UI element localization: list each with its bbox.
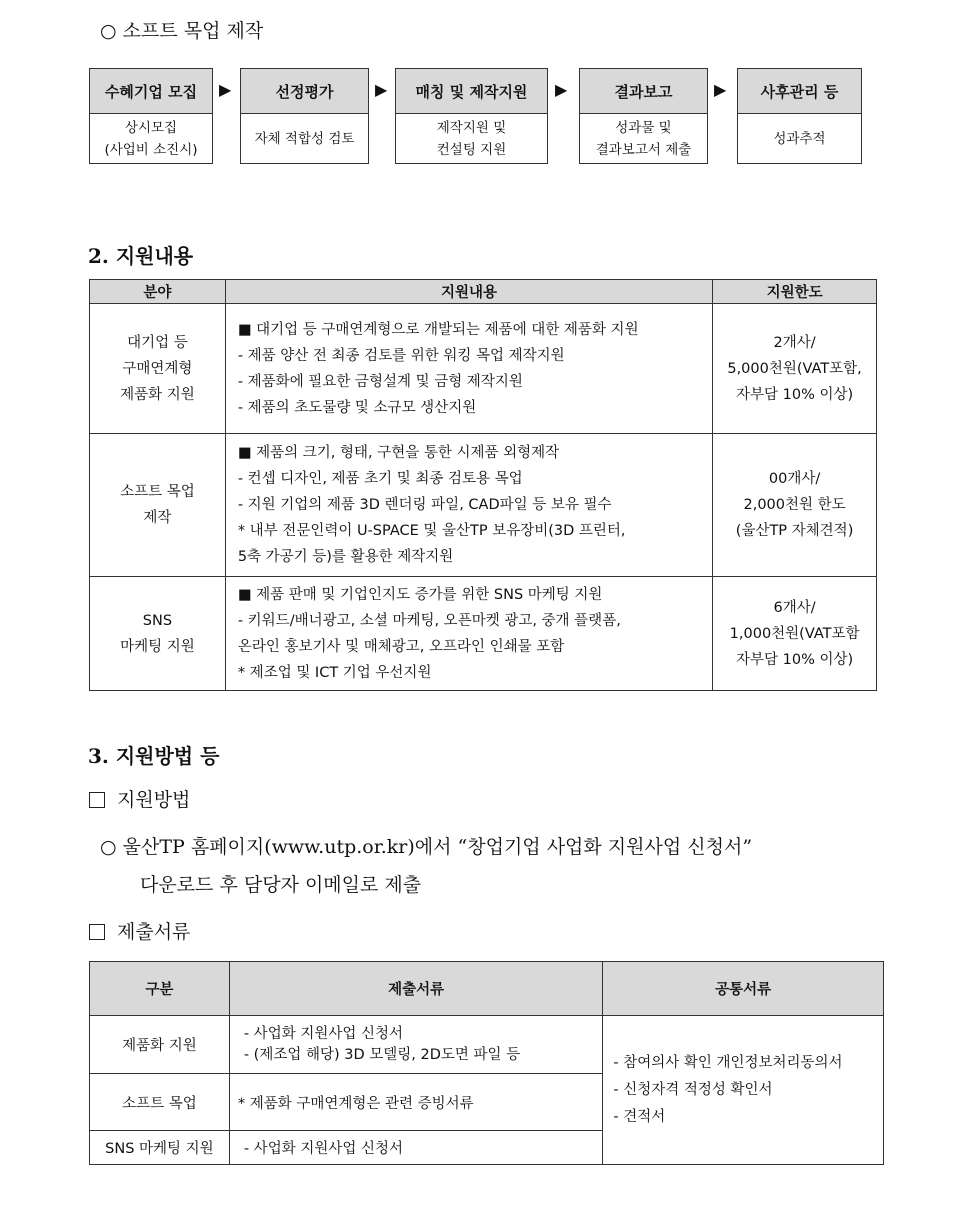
row-content — [225, 304, 712, 434]
row-field: 소프트 목업 제작 — [90, 434, 226, 577]
row-field: 대기업 등 구매연계형 제품화 지원 — [90, 304, 226, 434]
flow-step-followup — [737, 68, 862, 164]
row-limit: 00개사/ 2,000천원 한도 (울산TP 자체견적) — [713, 434, 877, 577]
content-item: * 제조업 및 ICT 기업 우선지원 — [237, 664, 432, 681]
flow-step-report — [579, 68, 708, 164]
row-category: 소프트 목업 — [90, 1074, 230, 1131]
row-category: SNS 마케팅 지원 — [90, 1131, 230, 1165]
content-item: - 제품화에 필요한 금형설계 및 금형 제작지원 — [237, 373, 523, 390]
submit-docs-cell: - 사업화 지원사업 신청서 — [229, 1131, 603, 1165]
table-header-row — [90, 962, 884, 1016]
content-item: ■ 대기업 등 구매연계형으로 개발되는 제품에 대한 제품화 지원 — [237, 321, 639, 338]
flow-step-head: 사후관리 등 — [738, 69, 861, 114]
flow-step-body: 자체 적합성 검토 — [254, 131, 355, 147]
submit-docs-cell: - 사업화 지원사업 신청서 - (제조업 해당) 3D 모델링, 2D도면 파일 등 — [229, 1016, 603, 1074]
section-3-title: 3. 지원방법 등 — [88, 744, 220, 768]
flow-step-head: 수혜기업 모집 — [90, 69, 212, 114]
row-limit: 6개사/ 1,000천원(VAT포함 자부담 10% 이상) — [713, 577, 877, 691]
docs-heading — [89, 917, 190, 944]
content-item: ■ 제품 판매 및 기업인지도 증가를 위한 SNS 마케팅 지원 — [237, 586, 603, 603]
content-item: - 제품 양산 전 최종 검토를 위한 워킹 목업 제작지원 — [237, 347, 565, 364]
table-row — [90, 1016, 884, 1074]
content-item: * 내부 전문인력이 U-SPACE 및 울산TP 보유장비(3D 프린터, 5축 가공기 등)를 활용한 제작지원 — [237, 523, 626, 565]
header-submit-docs: 제출서류 — [229, 962, 603, 1016]
software-mockup-header: ○ 소프트 목업 제작 — [100, 20, 264, 42]
support-content-table — [89, 279, 877, 691]
docs-label: 제출서류 — [117, 921, 191, 943]
row-field: SNS 마케팅 지원 — [90, 577, 226, 691]
section-2-title: 2. 지원내용 — [88, 244, 194, 268]
flow-step-matching — [395, 68, 548, 164]
table-row — [90, 304, 877, 434]
method-text-2: 다운로드 후 담당자 이메일로 제출 — [140, 874, 422, 896]
content-item: ■ 제품의 크기, 형태, 구현을 통한 시제품 외형제작 — [237, 445, 560, 461]
common-docs-cell: - 참여의사 확인 개인정보처리동의서 - 신청자격 적정성 확인서 - 견적서 — [603, 1016, 884, 1165]
flow-arrow-icon: ▶ — [555, 80, 568, 99]
flow-arrow-icon: ▶ — [375, 80, 388, 99]
flow-arrow-icon: ▶ — [714, 80, 727, 99]
flow-step-body: 성과물 및 결과보고서 제출 — [595, 120, 692, 158]
row-content — [225, 577, 712, 691]
method-heading — [89, 785, 190, 812]
header-content: 지원내용 — [225, 280, 712, 304]
header-field: 분야 — [90, 280, 226, 304]
flow-step-body: 상시모집 (사업비 소진시) — [104, 120, 198, 158]
flow-step-body: 성과추적 — [773, 131, 826, 147]
header-limit: 지원한도 — [713, 280, 877, 304]
header-category: 구분 — [90, 962, 230, 1016]
method-label: 지원방법 — [117, 789, 191, 811]
content-item: - 컨셉 디자인, 제품 초기 및 최종 검토용 목업 — [237, 471, 523, 487]
documents-table — [89, 961, 884, 1165]
flow-step-head: 선정평가 — [241, 69, 368, 114]
flow-step-head: 매칭 및 제작지원 — [396, 69, 547, 114]
row-limit: 2개사/ 5,000천원(VAT포함, 자부담 10% 이상) — [713, 304, 877, 434]
flow-arrow-icon: ▶ — [219, 80, 232, 99]
content-item: - 키워드/배너광고, 소셜 마케팅, 오픈마켓 광고, 중개 플랫폼, 온라인 홍보기사 및 매체광고, 오프라인 인쇄물 포함 — [237, 612, 621, 655]
method-text-1: ○ 울산TP 홈페이지(www.utp.or.kr)에서 “창업기업 사업화 지원사업 신청서” — [100, 836, 753, 858]
flow-step-body: 제작지원 및 컨설팅 지원 — [436, 120, 507, 158]
row-category: 제품화 지원 — [90, 1016, 230, 1074]
content-item: - 제품의 초도물량 및 소규모 생산지원 — [237, 399, 477, 416]
flow-step-head: 결과보고 — [580, 69, 707, 114]
checkbox-icon — [89, 924, 105, 940]
table-row — [90, 577, 877, 691]
flow-step-evaluation — [240, 68, 369, 164]
row-content — [225, 434, 712, 577]
flow-step-recruit — [89, 68, 213, 164]
submit-docs-note: * 제품화 구매연계형은 관련 증빙서류 — [229, 1074, 603, 1131]
content-item: - 지원 기업의 제품 3D 렌더링 파일, CAD파일 등 보유 필수 — [237, 497, 612, 513]
checkbox-icon — [89, 792, 105, 808]
header-common-docs: 공통서류 — [603, 962, 884, 1016]
table-row — [90, 434, 877, 577]
table-header-row — [90, 280, 877, 304]
